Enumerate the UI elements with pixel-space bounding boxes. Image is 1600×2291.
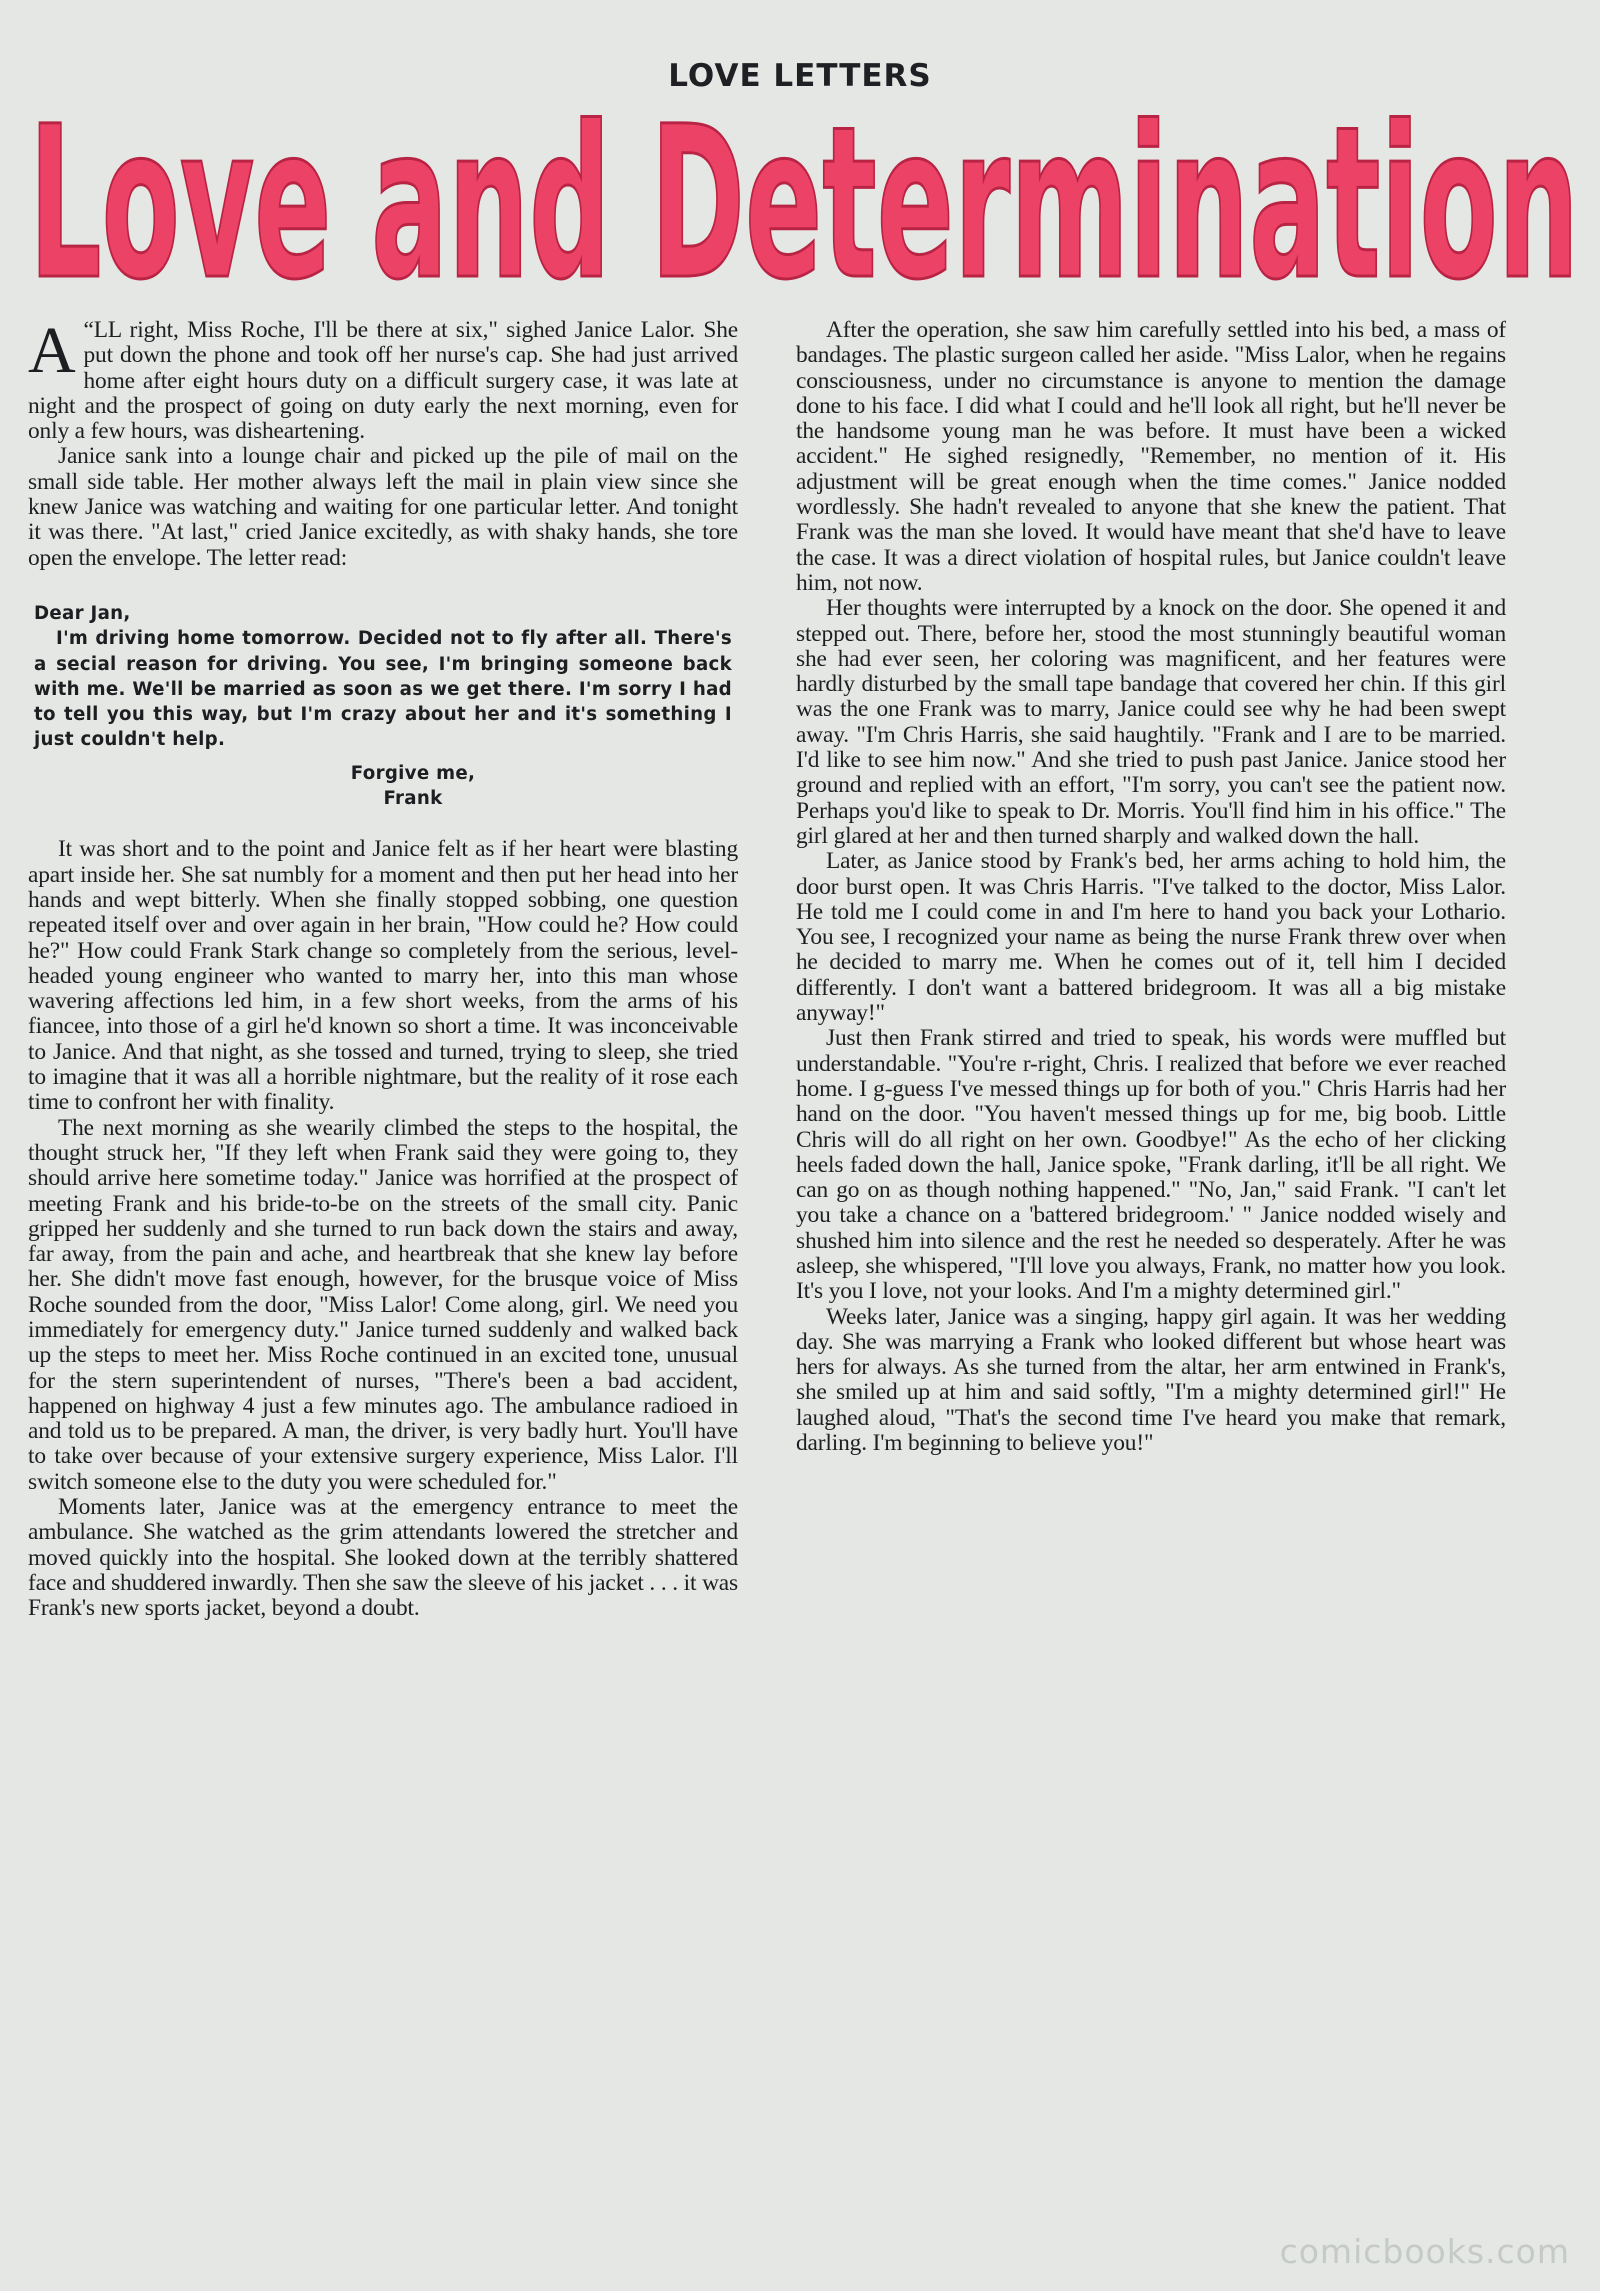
- paragraph: “ A LL right, Miss Roche, I'll be there at six," sighed Janice Lalor. She put down the phone and took off her nurse's cap. She had just arrived home after eight hours duty on a difficult surgery case, it was late at night and the prospect of going on duty early the next morning, even for only a few hours, was disheartening.: [28, 318, 738, 445]
- letter-greeting: Dear Jan,: [34, 602, 131, 624]
- paragraph: Weeks later, Janice was a singing, happy girl again. It was her wedding day. She was marrying a Frank who looked different but whose heart was hers for always. As she turned from the altar, her arm entwined in Frank's, she smiled up at him and said softly, "I'm a mighty determined girl!" He laughed aloud, "That's the second time I've heard you make that remark, darling. I'm beginning to believe you!": [796, 1303, 1506, 1457]
- left-column: [28, 318, 738, 2128]
- letter-closing: Forgive me,: [350, 762, 476, 784]
- story-title: [18, 86, 1590, 304]
- paragraph: Her thoughts were interrupted by a knock on the door. She opened it and stepped out. There, before her, stood the most stunningly beautiful woman she had ever seen, her coloring was magnificent, and her features were hardly disturbed by the small tape bandage that covered her chin. If this girl was the one Frank was to marry, Janice could see why he had been swept away. "I'm Chris Harris, she said haughtily. "Frank and I are to be married. I'd like to see him now." And she tried to push past Janice. Janice stood her ground and replied with an effort, "I'm sorry, you can't see the patient now. Perhaps you'd like to speak to Dr. Morris. You'll find him in his office." The girl glared at her and then turned sharply and walked down the hall.: [796, 595, 1506, 849]
- paragraph-text: LL right, Miss Roche, I'll be there at six," sighed Janice Lalor. She put down the phone and took off her nurse's cap. She had just arrived home after eight hours duty on a difficult surgery case, it was late at night and the prospect of going on duty early the next morning, even for only a few hours, was disheartening.: [28, 318, 738, 445]
- letter-block: [34, 601, 732, 811]
- letter-signature: Frank: [383, 788, 443, 810]
- story-title-text: Love and Determination: [29, 86, 1579, 304]
- story-body: [28, 318, 1506, 2128]
- paragraph: Later, as Janice stood by Frank's bed, her arms aching to hold him, the door burst open. It was Chris Harris. "I've talked to the doctor, Miss Lalor. He told me I could come in and I'm here to hand you back your Lothario. You see, I recognized your name as being the nurse Frank threw over when he decided to marry me. When he comes out of it, tell him I decided differently. I don't want a battered bridegroom. It was all a big mistake anyway!": [796, 848, 1506, 1027]
- paragraph: Moments later, Janice was at the emergency entrance to meet the ambulance. She watched as the grim attendants lowered the stretcher and moved quickly into the hospital. She looked down at the terribly shattered face and shuddered inwardly. Then she saw the sleeve of his jacket . . . it was Frank's new sports jacket, beyond a doubt.: [28, 1494, 738, 1622]
- paragraph: After the operation, she saw him carefully settled into his bed, a mass of bandages. The plastic surgeon called her aside. "Miss Lalor, when he regains consciousness, under no circumstance is anyone to mention the damage done to his face. I did what I could and he'll look all right, but he'll never be the handsome young man he was before. It must have been a wicked accident." He sighed resignedly, "Remember, no mention of it. His adjustment will be great enough when the time comes." Janice nodded wordlessly. She hadn't revealed to anyone that she knew the patient. That Frank was the man she loved. It would have meant that she'd have to leave the case. It was a direct violation of hospital rules, but Janice couldn't leave him, not now.: [796, 318, 1506, 596]
- paragraph: The next morning as she wearily climbed the steps to the hospital, the thought struck her, "If they left when Frank said they were going to, they should arrive here sometime today." Janice was horrified at the prospect of meeting Frank and his bride-to-be on the streets of the small city. Panic gripped her suddenly and she turned to run back down the stairs and away, far away, from the pain and ache, and heartbreak that she knew lay before her. She didn't move fast enough, however, for the brusque voice of Miss Roche sounded from the door, "Miss Lalor! Come along, girl. We need you immediately for emergency duty." Janice turned suddenly and walked back up the steps to meet her. Miss Roche continued in an excited tone, unusual for the stern superintendent of nurses, "There's been a bad accident, happened on highway 4 just a few minutes ago. The ambulance radioed in and told us to be prepared. A man, the driver, is very badly hurt. You'll have to take over because of your extensive surgery experience, Miss Lalor. I'll switch someone else to the duty you were scheduled for.": [28, 1114, 738, 1495]
- paragraph: It was short and to the point and Janice felt as if her heart were blasting apart inside her. She sat numbly for a moment and then put her head into her hands and wept bitterly. When she finally stopped sobbing, one question repeated itself over and over again in her brain, "How could he? How could he?" How could Frank Stark change so completely from the serious, level-headed young engineer who wanted to marry her, into this man whose wavering affections led him, in a few short weeks, from the arms of his fiancee, into those of a girl he'd known so short a time. It was inconceivable to Janice. And that night, as she tossed and turned, trying to sleep, she tried to imagine that it was all a horrible nightmare, but the reality of it rose each time to confront her with finality.: [28, 836, 738, 1116]
- drop-cap: A: [28, 318, 76, 387]
- paragraph: Just then Frank stirred and tried to speak, his words were muffled but understandable. "You're r-right, Chris. I realized that before we ever reached home. I g-guess I've messed things up for both of you." Chris Harris had her hand on the door. "You haven't messed things up for me, big boob. Little Chris will do all right on her own. Goodbye!" As the echo of her clicking heels faded down the hall, Janice spoke, "Frank darling, it'll be all right. We can go on as though nothing happened." "No, Jan," said Frank. "I can't let you take a chance on a 'battered bridegroom.' " Janice nodded wisely and shushed him into silence and the rest he needed so desperately. After he was asleep, she whispered, "I'll love you always, Frank, no matter how you look. It's you I love, not your looks. And I'm a mighty determined girl.": [796, 1025, 1506, 1305]
- watermark: comicbooks.com: [1279, 2232, 1570, 2271]
- series-label: LOVE LETTERS: [668, 58, 932, 94]
- paragraph: Janice sank into a lounge chair and picked up the pile of mail on the small side table. Her mother always left the mail in plain view since she knew Janice was watching and waiting for one particular letter. And tonight it was there. "At last," cried Janice excitedly, as with shaky hands, she tore open the envelope. The letter read:: [28, 443, 738, 571]
- letter-body: I'm driving home tomorrow. Decided not to fly after all. There's a secial reason for driving. You see, I'm bringing someone back with me. We'll be married as soon as we get there. I'm sorry I had to tell you this way, but I'm crazy about her and it's something I just couldn't help.: [34, 628, 732, 751]
- right-column: [796, 318, 1506, 2128]
